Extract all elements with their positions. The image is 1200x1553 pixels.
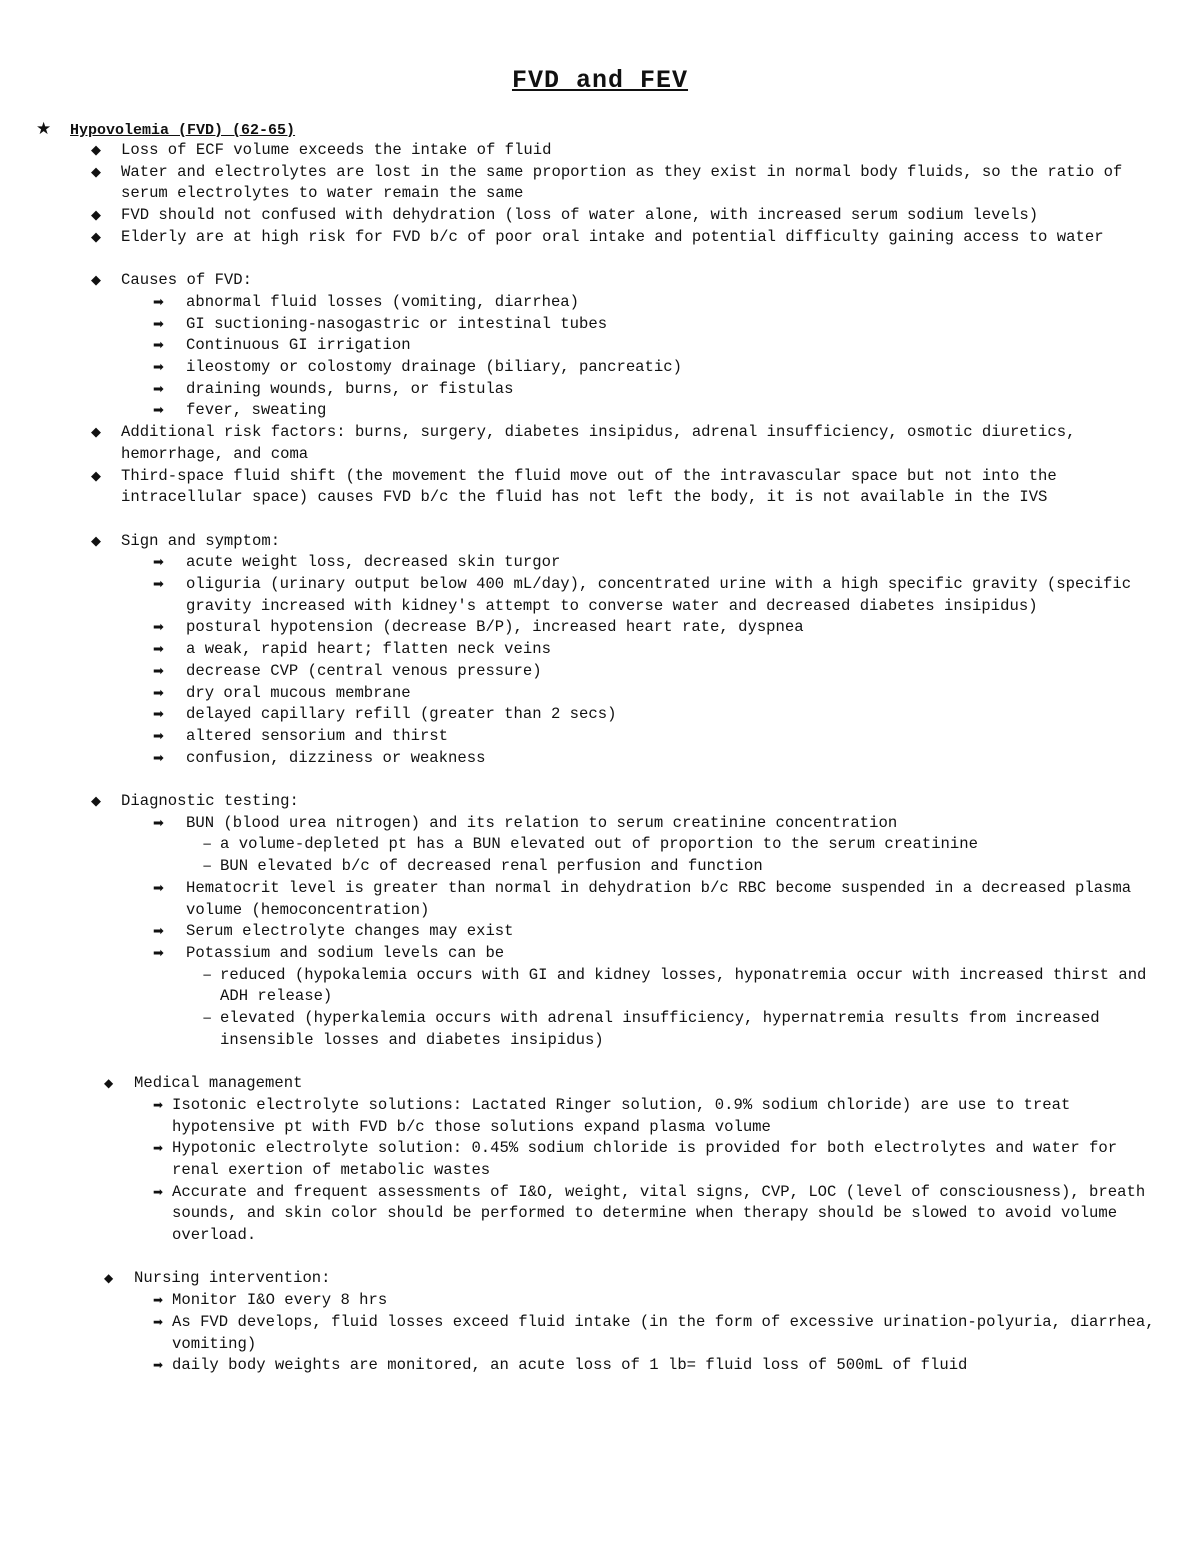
arrow-bullet-icon: ➡ [153, 1141, 164, 1156]
bullet-item: ◆ FVD should not confused with dehydration (loss of water alone, with increased serum sodium levels) [0, 205, 1200, 227]
arrow-bullet-icon: ➡ [153, 1358, 164, 1373]
arrow-bullet-icon: ➡ [153, 685, 164, 701]
medical-heading: ◆ Medical management [0, 1073, 1200, 1095]
arrow-bullet-icon: ➡ [153, 728, 164, 744]
arrow-bullet-icon: ➡ [153, 945, 164, 961]
bullet-item: ◆ Elderly are at high risk for FVD b/c of poor oral intake and potential difficulty gaining access to water [0, 227, 1200, 249]
nursing-heading: ◆ Nursing intervention: [0, 1268, 1200, 1290]
document-body [0, 140, 1200, 1377]
arrow-bullet-icon: ➡ [153, 294, 164, 310]
star-icon: ★ [36, 119, 52, 139]
arrow-bullet-icon: ➡ [153, 750, 164, 766]
diagnostic-heading: ◆ Diagnostic testing: [0, 791, 1200, 813]
diamond-bullet-icon: ◆ [91, 533, 101, 549]
arrow-bullet-icon: ➡ [153, 924, 164, 940]
arrow-bullet-icon: ➡ [153, 338, 164, 354]
list-item: ➡ acute weight loss, decreased skin turgor [0, 552, 1200, 574]
diamond-bullet-icon: ◆ [91, 143, 101, 158]
list-item: ➡ Hypotonic electrolyte solution: 0.45% sodium chloride is provided for both electrolytes and water for renal exertion of metabolic wastes [153, 1139, 1127, 1179]
arrow-bullet-icon: ➡ [153, 1314, 164, 1329]
list-item: ➡ a weak, rapid heart; flatten neck veins [0, 639, 1200, 661]
arrow-bullet-icon: ➡ [153, 577, 164, 593]
arrow-bullet-icon: ➡ [153, 555, 164, 571]
section-heading [36, 118, 295, 142]
sub-list-item: − elevated (hyperkalemia occurs with adrenal insufficiency, hypernatremia results from increased insensible losses and diabetes insipidus) [202, 1009, 1109, 1049]
list-item: ➡ BUN (blood urea nitrogen) and its relation to serum creatinine concentration [0, 813, 1200, 835]
bullet-item: ◆ Additional risk factors: burns, surgery, diabetes insipidus, adrenal insufficiency, osmotic diuretics, hemorrhage, and coma [91, 423, 1085, 463]
list-item: ➡ As FVD develops, fluid losses exceed fluid intake (in the form of excessive urination-polyuria, diarrhea, vomiting) [153, 1312, 1164, 1353]
arrow-bullet-icon: ➡ [153, 1184, 164, 1199]
list-item: ➡ Continuous GI irrigation [0, 335, 1200, 357]
section-heading-text: Hypovolemia (FVD) (62-65) [70, 122, 296, 139]
list-item: ➡ postural hypotension (decrease B/P), increased heart rate, dyspnea [0, 617, 1200, 639]
list-item: ➡ decrease CVP (central venous pressure) [0, 661, 1200, 683]
list-item: ➡ GI suctioning-nasogastric or intestinal tubes [0, 314, 1200, 336]
list-item: ➡ dry oral mucous membrane [0, 683, 1200, 705]
arrow-bullet-icon: ➡ [153, 1293, 164, 1308]
arrow-bullet-icon: ➡ [153, 381, 164, 397]
list-item: ➡ delayed capillary refill (greater than 2 secs) [0, 704, 1200, 726]
list-item: ➡ oliguria (urinary output below 400 mL/day), concentrated urine with a high specific gravity (specific gravity increased with kidney's attempt to converse water and decreased diabetes insipidus) [153, 575, 1141, 615]
arrow-bullet-icon: ➡ [153, 360, 164, 376]
arrow-bullet-icon: ➡ [153, 642, 164, 658]
list-item: ➡ Serum electrolyte changes may exist [0, 921, 1200, 943]
dash-bullet-icon: − [202, 1011, 213, 1026]
arrow-bullet-icon: ➡ [153, 880, 164, 896]
list-item: ➡ ileostomy or colostomy drainage (biliary, pancreatic) [0, 357, 1200, 379]
dash-bullet-icon: − [202, 837, 213, 852]
dash-bullet-icon: − [202, 967, 213, 982]
list-item: ➡ draining wounds, burns, or fistulas [0, 379, 1200, 401]
diamond-bullet-icon: ◆ [91, 794, 101, 810]
list-item: ➡ Monitor I&O every 8 hrs [0, 1290, 1200, 1312]
bullet-item: ◆ Water and electrolytes are lost in the same proportion as they exist in normal body fluids, so the ratio of serum electrolytes to water remain the same [91, 162, 1132, 203]
list-item: ➡ Accurate and frequent assessments of I&O, weight, vital signs, CVP, LOC (level of consciousness), breath sounds, and skin color should be performed to determine when therapy should be slowed to avoid volume overload. [153, 1182, 1155, 1245]
bullet-item: ◆ Loss of ECF volume exceeds the intake of fluid [0, 140, 1200, 162]
list-item: ➡ abnormal fluid losses (vomiting, diarrhea) [0, 292, 1200, 314]
diamond-bullet-icon: ◆ [91, 273, 101, 289]
arrow-bullet-icon: ➡ [153, 620, 164, 636]
sub-list-item: − BUN elevated b/c of decreased renal perfusion and function [0, 856, 1200, 878]
list-item: ➡ Hematocrit level is greater than normal in dehydration b/c RBC become suspended in a decreased plasma volume (hemoconcentration) [153, 878, 1141, 919]
list-item: ➡ altered sensorium and thirst [0, 726, 1200, 748]
diamond-bullet-icon: ◆ [91, 425, 101, 441]
list-item: ➡ daily body weights are monitored, an acute loss of 1 lb= fluid loss of 500mL of fluid [0, 1355, 1200, 1377]
list-item: ➡ confusion, dizziness or weakness [0, 748, 1200, 770]
diamond-bullet-icon: ◆ [91, 468, 101, 484]
diamond-bullet-icon: ◆ [91, 229, 101, 245]
arrow-bullet-icon: ➡ [153, 1097, 164, 1112]
arrow-bullet-icon: ➡ [153, 403, 164, 419]
arrow-bullet-icon: ➡ [153, 707, 164, 723]
signs-heading: ◆ Sign and symptom: [0, 531, 1200, 553]
diamond-bullet-icon: ◆ [104, 1271, 114, 1286]
arrow-bullet-icon: ➡ [153, 316, 164, 332]
list-item: ➡ fever, sweating [0, 400, 1200, 422]
dash-bullet-icon: − [202, 859, 213, 874]
page-title: FVD and FEV [511, 66, 689, 95]
diamond-bullet-icon: ◆ [91, 208, 101, 224]
causes-heading: ◆ Causes of FVD: [0, 270, 1200, 292]
arrow-bullet-icon: ➡ [153, 663, 164, 679]
list-item: ➡ Potassium and sodium levels can be [0, 943, 1200, 965]
arrow-bullet-icon: ➡ [153, 815, 164, 831]
sub-list-item: − reduced (hypokalemia occurs with GI and kidney losses, hyponatremia occur with increased thirst and ADH release) [202, 965, 1156, 1006]
diamond-bullet-icon: ◆ [91, 164, 101, 180]
sub-list-item: − a volume-depleted pt has a BUN elevated out of proportion to the serum creatinine [0, 834, 1200, 856]
bullet-item: ◆ Third-space fluid shift (the movement the fluid move out of the intravascular space but not into the intracellular space) causes FVD b/c the fluid has not left the body, it is not available in the IVS [91, 466, 1067, 507]
list-item: ➡ Isotonic electrolyte solutions: Lactated Ringer solution, 0.9% sodium chloride) are use to treat hypotensive pt with FVD b/c those solutions expand plasma volume [153, 1095, 1080, 1136]
diamond-bullet-icon: ◆ [104, 1076, 114, 1091]
